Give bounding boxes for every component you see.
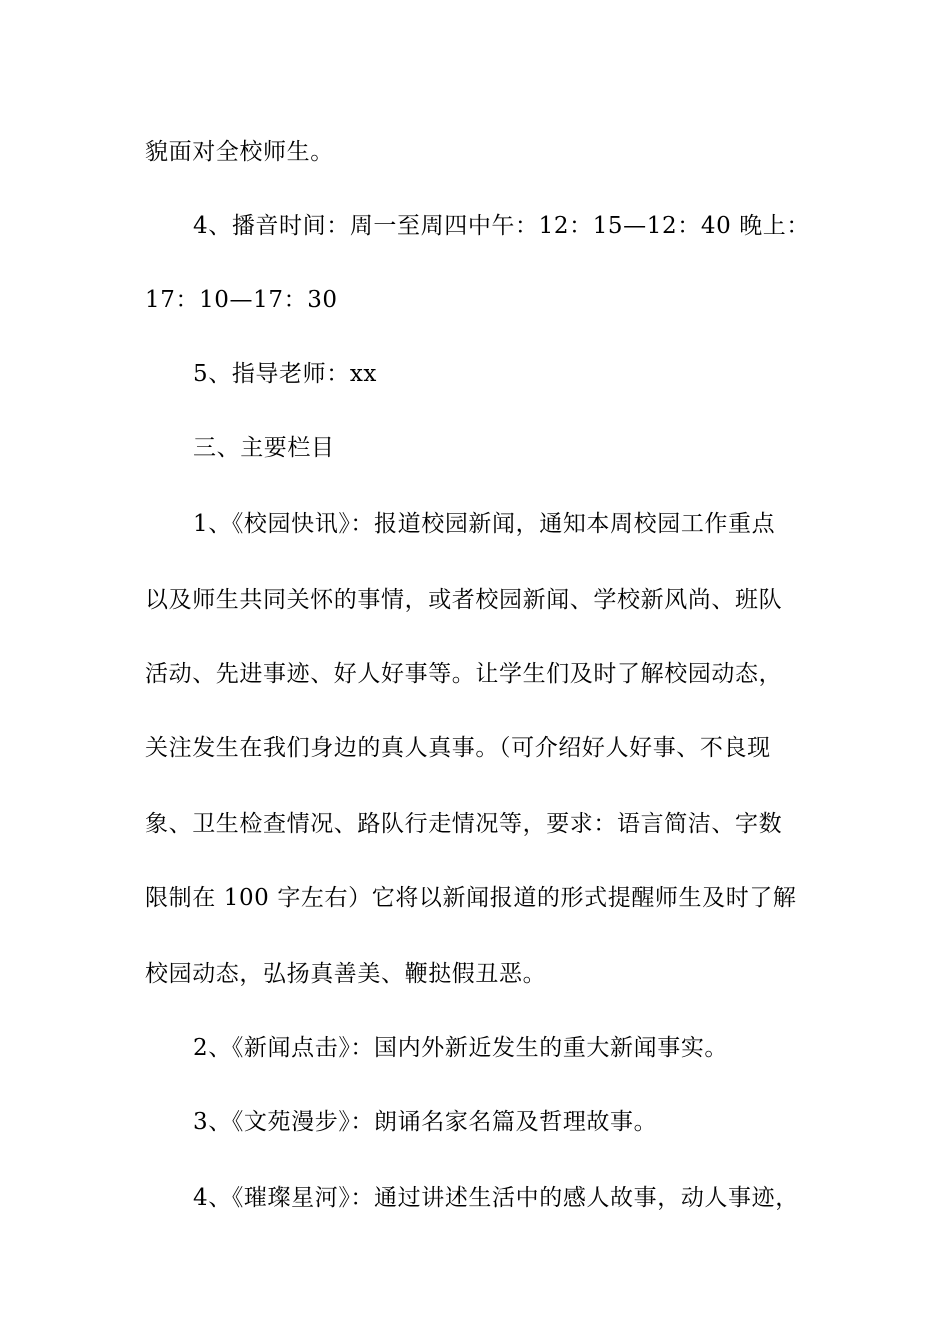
column-item-star-river: 4、《璀璨星河》：通过讲述生活中的感人故事，动人事迹， (193, 1185, 799, 1211)
broadcast-time-line: 4、播音时间：周一至周四中午：12：15—12：40 晚上： (193, 213, 811, 239)
advisor-line: 5、指导老师：xx (193, 361, 377, 387)
column-item-news-click: 2、《新闻点击》：国内外新近发生的重大新闻事实。 (193, 1035, 729, 1061)
text-line: 校园动态，弘扬真善美、鞭挞假丑恶。 (145, 961, 547, 987)
text-line: 貌面对全校师生。 (145, 139, 334, 165)
column-item-literary-stroll: 3、《文苑漫步》：朗诵名家名篇及哲理故事。 (193, 1109, 658, 1135)
column-item-campus-news: 1、《校园快讯》：报道校园新闻，通知本周校园工作重点 (193, 511, 776, 537)
section-heading: 三、主要栏目 (193, 435, 335, 461)
text-line: 关注发生在我们身边的真人真事。（可介绍好人好事、不良现 (145, 735, 771, 761)
broadcast-time-continued: 17：10—17：30 (145, 287, 338, 313)
text-line: 限制在 100 字左右）它将以新闻报道的形式提醒师生及时了解 (145, 885, 797, 911)
text-line: 以及师生共同关怀的事情，或者校园新闻、学校新风尚、班队 (145, 587, 783, 613)
text-line: 活动、先进事迹、好人好事等。让学生们及时了解校园动态， (145, 661, 783, 687)
text-line: 象、卫生检查情况、路队行走情况等，要求：语言简洁、字数 (145, 811, 783, 837)
